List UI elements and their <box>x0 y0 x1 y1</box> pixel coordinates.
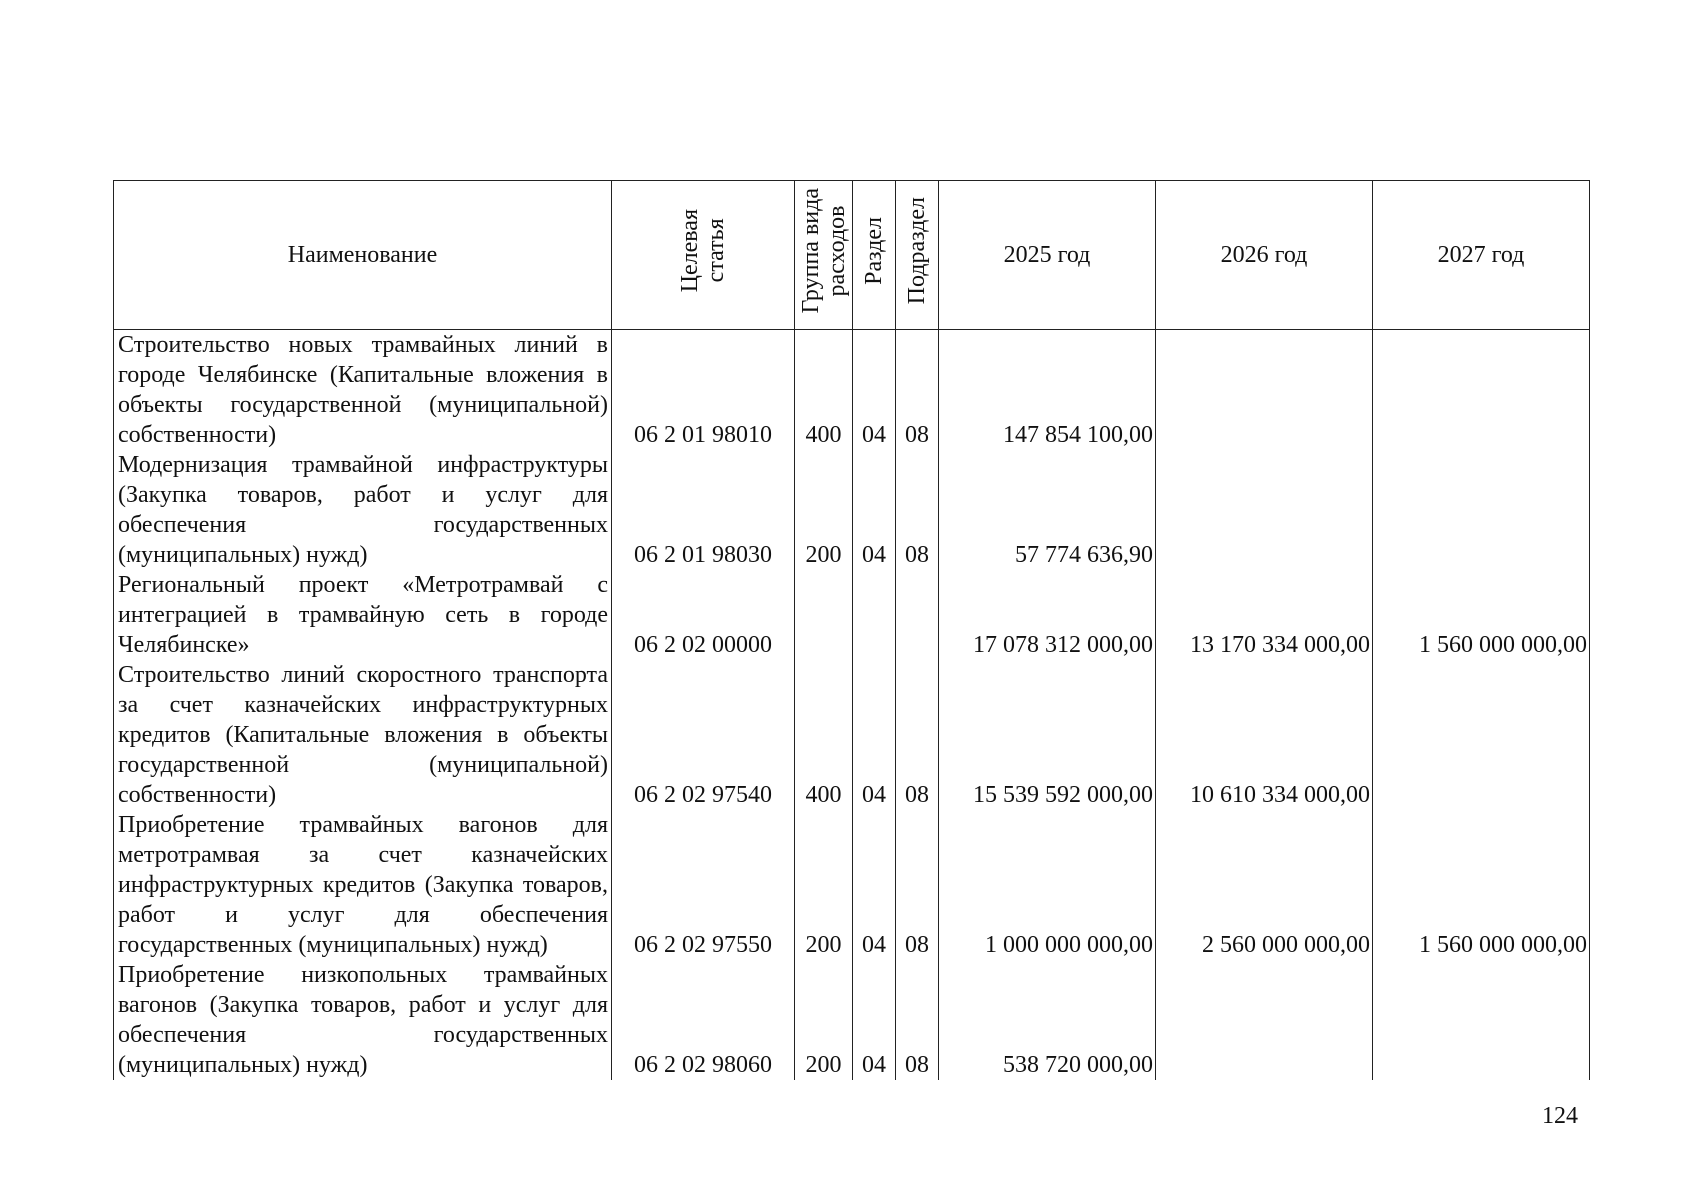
header-section-text: Раздел <box>861 217 887 285</box>
row-section: 04 <box>853 660 896 810</box>
header-row <box>114 181 1590 330</box>
table-row <box>114 960 1590 1080</box>
header-target-article-line2: статья <box>703 219 729 283</box>
table-row <box>114 660 1590 810</box>
table-row <box>114 810 1590 960</box>
row-expense-group <box>795 570 853 660</box>
header-2026-text: 2026 год <box>1220 242 1308 268</box>
row-subsection: 08 <box>896 660 939 810</box>
row-section <box>853 570 896 660</box>
row-expense-group: 400 <box>795 660 853 810</box>
row-amount-2025: 147 854 100,00 <box>939 330 1156 451</box>
row-name: Региональный проект «Метротрамвай с интеграцией в трамвайную сеть в городе Челябинске» <box>114 570 612 660</box>
header-subsection <box>896 181 939 330</box>
table-row <box>114 570 1590 660</box>
header-target-article-line1: Целевая <box>677 209 703 293</box>
row-target-article: 06 2 02 98060 <box>612 960 795 1080</box>
row-amount-2027: 1 560 000 000,00 <box>1373 810 1590 960</box>
header-expense-group-text <box>798 188 850 313</box>
header-2025-text: 2025 год <box>1003 242 1091 268</box>
row-amount-2027 <box>1373 660 1590 810</box>
row-amount-2026: 2 560 000 000,00 <box>1156 810 1373 960</box>
table-row <box>114 450 1590 570</box>
row-subsection: 08 <box>896 330 939 451</box>
row-name: Модернизация трамвайной инфраструктуры (Закупка товаров, работ и услуг для обеспечения государственных (муниципальных) нужд) <box>114 450 612 570</box>
row-amount-2025: 57 774 636,90 <box>939 450 1156 570</box>
row-expense-group: 200 <box>795 960 853 1080</box>
row-subsection: 08 <box>896 450 939 570</box>
row-amount-2025: 1 000 000 000,00 <box>939 810 1156 960</box>
row-target-article: 06 2 01 98030 <box>612 450 795 570</box>
row-target-article: 06 2 02 97540 <box>612 660 795 810</box>
row-amount-2025: 17 078 312 000,00 <box>939 570 1156 660</box>
row-name: Приобретение низкопольных трамвайных вагонов (Закупка товаров, работ и услуг для обеспечения государственных (муниципальных) нужд) <box>114 960 612 1080</box>
row-subsection <box>896 570 939 660</box>
row-amount-2026 <box>1156 960 1373 1080</box>
row-section: 04 <box>853 330 896 451</box>
header-target-article-text <box>677 209 729 292</box>
row-subsection: 08 <box>896 960 939 1080</box>
header-expense-group-line1: Группа вида <box>797 188 824 314</box>
header-target-article <box>612 181 795 330</box>
header-2025 <box>939 181 1156 330</box>
row-expense-group: 200 <box>795 450 853 570</box>
header-expense-group-line2: расходов <box>823 205 850 297</box>
row-name: Приобретение трамвайных вагонов для метротрамвая за счет казначейских инфраструктурных кредитов (Закупка товаров, работ и услуг для обеспечения государственных (муниципальных) нужд) <box>114 810 612 960</box>
budget-table <box>113 180 1590 1080</box>
header-name <box>114 181 612 330</box>
row-section: 04 <box>853 960 896 1080</box>
row-amount-2026 <box>1156 330 1373 451</box>
row-expense-group: 200 <box>795 810 853 960</box>
row-amount-2026: 10 610 334 000,00 <box>1156 660 1373 810</box>
row-amount-2027 <box>1373 330 1590 451</box>
header-section <box>853 181 896 330</box>
header-expense-group <box>795 181 853 330</box>
row-target-article: 06 2 02 00000 <box>612 570 795 660</box>
page-number: 124 <box>1542 1103 1578 1129</box>
header-2027 <box>1373 181 1590 330</box>
table-row <box>114 330 1590 451</box>
header-2027-text: 2027 год <box>1437 242 1525 268</box>
row-amount-2025: 15 539 592 000,00 <box>939 660 1156 810</box>
row-section: 04 <box>853 810 896 960</box>
row-expense-group: 400 <box>795 330 853 451</box>
row-amount-2027 <box>1373 450 1590 570</box>
row-name: Строительство линий скоростного транспорта за счет казначейских инфраструктурных кредитов (Капитальные вложения в объекты государственной (муниципальной) собственности) <box>114 660 612 810</box>
row-amount-2026 <box>1156 450 1373 570</box>
row-target-article: 06 2 02 97550 <box>612 810 795 960</box>
row-amount-2027: 1 560 000 000,00 <box>1373 570 1590 660</box>
header-2026 <box>1156 181 1373 330</box>
row-name: Строительство новых трамвайных линий в городе Челябинске (Капитальные вложения в объекты государственной (муниципальной) собственности) <box>114 330 612 451</box>
row-section: 04 <box>853 450 896 570</box>
header-name-text: Наименование <box>287 242 438 268</box>
row-amount-2026: 13 170 334 000,00 <box>1156 570 1373 660</box>
header-subsection-text: Подраздел <box>904 197 930 305</box>
row-amount-2025: 538 720 000,00 <box>939 960 1156 1080</box>
row-amount-2027 <box>1373 960 1590 1080</box>
row-subsection: 08 <box>896 810 939 960</box>
row-target-article: 06 2 01 98010 <box>612 330 795 451</box>
